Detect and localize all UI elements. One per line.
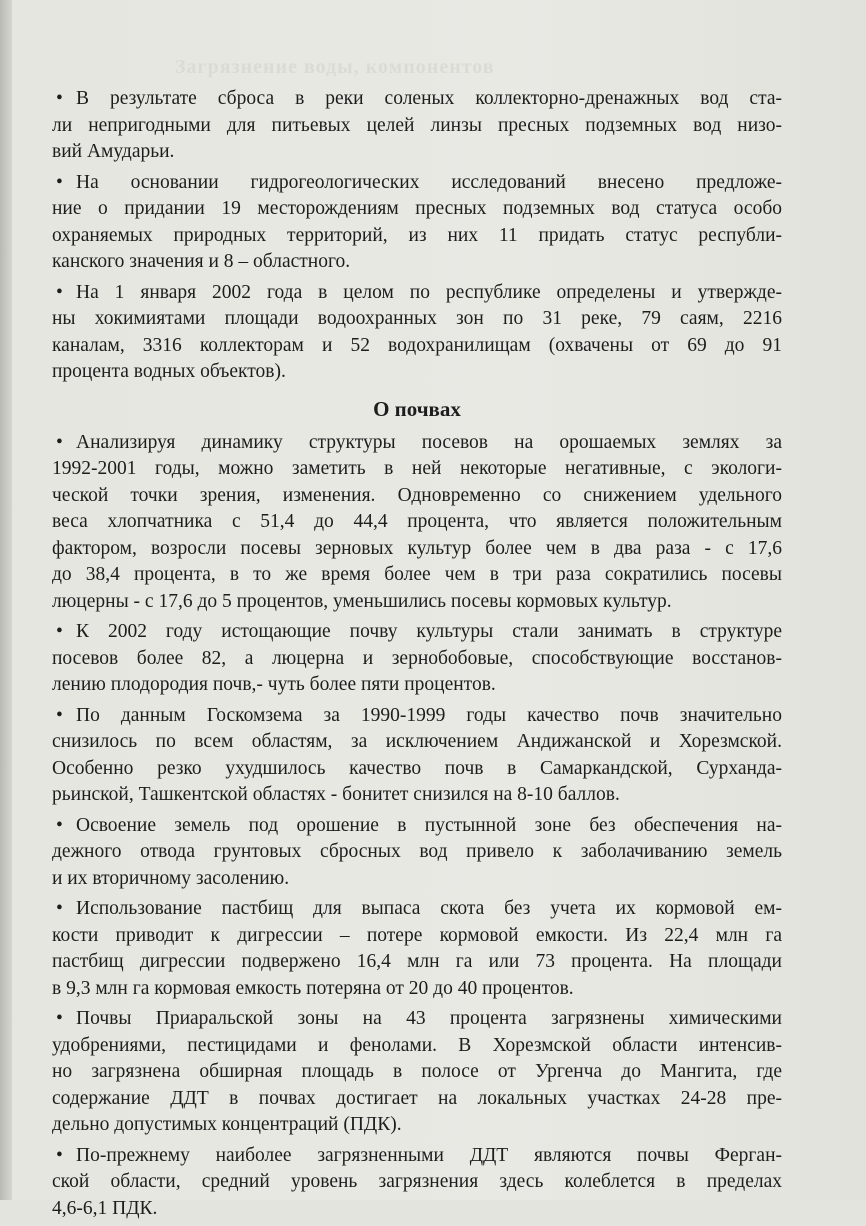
paragraph-line: [52, 896, 782, 923]
bullet-icon: •: [56, 814, 63, 836]
paragraph-line: [52, 672, 782, 699]
paragraph-line: [52, 223, 782, 250]
bullet-paragraph: [52, 813, 782, 893]
page-content: [52, 86, 782, 1226]
page-gutter-shadow: [0, 0, 12, 1200]
paragraph-line: [52, 813, 782, 840]
bullet-icon: •: [56, 704, 63, 726]
line-text: содержание ДДТ в почвах достигает на локальных участках 24-28 пре-: [52, 1087, 782, 1109]
line-text: По данным Госкомзема за 1990-1999 годы качество почв значительно: [76, 704, 782, 726]
line-text: и их вторичному засолению.: [52, 867, 290, 889]
bullet-icon: •: [56, 431, 63, 453]
paragraph-line: [52, 839, 782, 866]
line-text: но загрязнена обширная площадь в полосе от Ургенча до Мангита, где: [52, 1061, 782, 1082]
line-text: Использование пастбищ для выпаса скота без учета их кормовой ем-: [76, 898, 782, 919]
bullet-paragraph: [52, 430, 782, 616]
paragraph-line: [52, 306, 782, 333]
bullet-icon: •: [56, 88, 63, 109]
paragraph-line: [52, 1169, 782, 1196]
paragraph-line: [52, 619, 782, 646]
paragraph-line: [52, 280, 782, 307]
paragraph-line: [52, 509, 782, 536]
bleed-through-text: Загрязнение воды, компонентов: [175, 56, 495, 78]
line-text: лению плодородия почв,- чуть более пяти процентов.: [52, 674, 496, 695]
bullet-paragraph: [52, 703, 782, 809]
paragraph-line: [52, 170, 782, 197]
line-text: Освоение земель под орошение в пустынной зоне без обеспечения на-: [76, 814, 782, 836]
line-text: фактором, возросли посевы зерновых культур более чем в два раза - с 17,6: [52, 537, 782, 559]
bullet-icon: •: [56, 1008, 63, 1029]
line-text: до 38,4 процента, в то же время более чем в три раза сократились посевы: [52, 564, 782, 585]
line-text: ской области, средний уровень загрязнения здесь колеблется в пределах: [52, 1171, 782, 1192]
line-text: снизилось по всем областям, за исключением Андижанской и Хорезмской.: [52, 731, 782, 752]
bullet-icon: •: [56, 281, 63, 303]
line-text: Почвы Приаральской зоны на 43 процента загрязнены химическими: [76, 1008, 782, 1029]
bullet-paragraph: [52, 86, 782, 166]
paragraph-line: [52, 703, 782, 730]
line-text: пастбищ дигрессии подвержено 16,4 млн га или 73 процента. На площади: [52, 951, 782, 972]
bullet-icon: •: [56, 898, 63, 919]
paragraph-line: [52, 139, 782, 166]
paragraph-line: [52, 1006, 782, 1033]
paragraph-line: [52, 333, 782, 360]
line-text: каналам, 3316 коллекторам и 52 водохранилищам (охвачены от 69 до 91: [52, 334, 782, 356]
paragraph-line: [52, 1086, 782, 1113]
paragraph-line: [52, 646, 782, 673]
line-text: 4,6-6,1 ПДК.: [52, 1197, 158, 1219]
paragraph-line: [52, 536, 782, 563]
paragraph-line: [52, 1059, 782, 1086]
paragraph-line: [52, 866, 782, 893]
section-heading: О почвах: [373, 396, 461, 421]
bullet-paragraph: [52, 896, 782, 1002]
line-text: Анализируя динамику структуры посевов на орошаемых землях за: [76, 431, 782, 453]
line-text: В результате сброса в реки соленых коллекторно-дренажных вод ста-: [76, 88, 782, 109]
bullet-paragraph: [52, 280, 782, 386]
line-text: процента водных объектов).: [52, 361, 286, 382]
line-text: посевов более 82, а люцерна и зернобобовые, способствующие восстанов-: [52, 647, 782, 669]
line-text: Особенно резко ухудшилось качество почв в Самаркандской, Сурханда-: [52, 757, 782, 779]
bullet-paragraph: [52, 619, 782, 699]
paragraph-line: [52, 782, 782, 809]
paragraph-line: [52, 949, 782, 976]
line-text: вий Амударьи.: [52, 141, 175, 162]
paragraph-line: [52, 756, 782, 783]
paragraph-line: [52, 113, 782, 140]
paragraph-line: [52, 359, 782, 386]
paragraph-line: [52, 456, 782, 483]
bullet-icon: •: [56, 621, 63, 642]
bullet-icon: •: [56, 171, 63, 193]
line-text: канского значения и 8 – областного.: [52, 251, 351, 272]
line-text: ли непригодными для питьевых целей линзы пресных подземных вод низо-: [52, 114, 782, 136]
paragraph-line: [52, 1143, 782, 1170]
paragraph-line: [52, 1196, 782, 1223]
line-text: дежного отвода грунтовых сбросных вод привело к заболачиванию земель: [52, 841, 782, 862]
paragraph-line: [52, 1033, 782, 1060]
paragraph-line: [52, 976, 782, 1003]
line-text: в 9,3 млн га кормовая емкость потеряна от 20 до 40 процентов.: [52, 977, 574, 999]
line-text: На основании гидрогеологических исследований внесено предложе-: [76, 171, 782, 193]
paragraph-line: [52, 729, 782, 756]
line-text: На 1 января 2002 года в целом по республике определены и утвержде-: [76, 281, 782, 303]
line-text: охраняемых природных территорий, из них 11 придать статус республи-: [52, 224, 782, 246]
line-text: веса хлопчатника с 51,4 до 44,4 процента, что является положительным: [52, 511, 782, 532]
line-text: люцерны - с 17,6 до 5 процентов, уменьшились посевы кормовых культур.: [52, 590, 672, 612]
line-text: 1992-2001 годы, можно заметить в ней некоторые негативные, с экологи-: [52, 458, 782, 479]
line-text: дельно допустимых концентраций (ПДК).: [52, 1114, 402, 1135]
bullet-paragraph: [52, 1143, 782, 1223]
paragraphs-top: [52, 86, 782, 386]
line-text: ны хокимиятами площади водоохранных зон по 31 реке, 79 саям, 2216: [52, 308, 782, 329]
line-text: кости приводит к дигрессии – потере кормовой емкости. Из 22,4 млн га: [52, 924, 782, 946]
paragraph-line: [52, 196, 782, 223]
bullet-paragraph: [52, 1006, 782, 1139]
line-text: К 2002 году истощающие почву культуры стали занимать в структуре: [76, 621, 782, 642]
line-text: По-прежнему наиболее загрязненными ДДТ являются почвы Ферган-: [76, 1144, 782, 1166]
paragraph-line: [52, 923, 782, 950]
line-text: удобрениями, пестицидами и фенолами. В Хорезмской области интенсив-: [52, 1034, 782, 1056]
bullet-paragraph: [52, 170, 782, 276]
paragraph-line: [52, 86, 782, 113]
bullet-icon: •: [56, 1144, 63, 1166]
paragraphs-bottom: [52, 430, 782, 1223]
line-text: рьинской, Ташкентской областях - бонитет снизился на 8-10 баллов.: [52, 784, 620, 805]
line-text: ние о придании 19 месторождениям пресных подземных вод статуса особо: [52, 198, 782, 219]
paragraph-line: [52, 483, 782, 510]
paragraph-line: [52, 562, 782, 589]
paragraph-line: [52, 249, 782, 276]
paragraph-line: [52, 1112, 782, 1139]
paragraph-line: [52, 589, 782, 616]
line-text: ческой точки зрения, изменения. Одновременно со снижением удельного: [52, 484, 782, 506]
paragraph-line: [52, 430, 782, 457]
